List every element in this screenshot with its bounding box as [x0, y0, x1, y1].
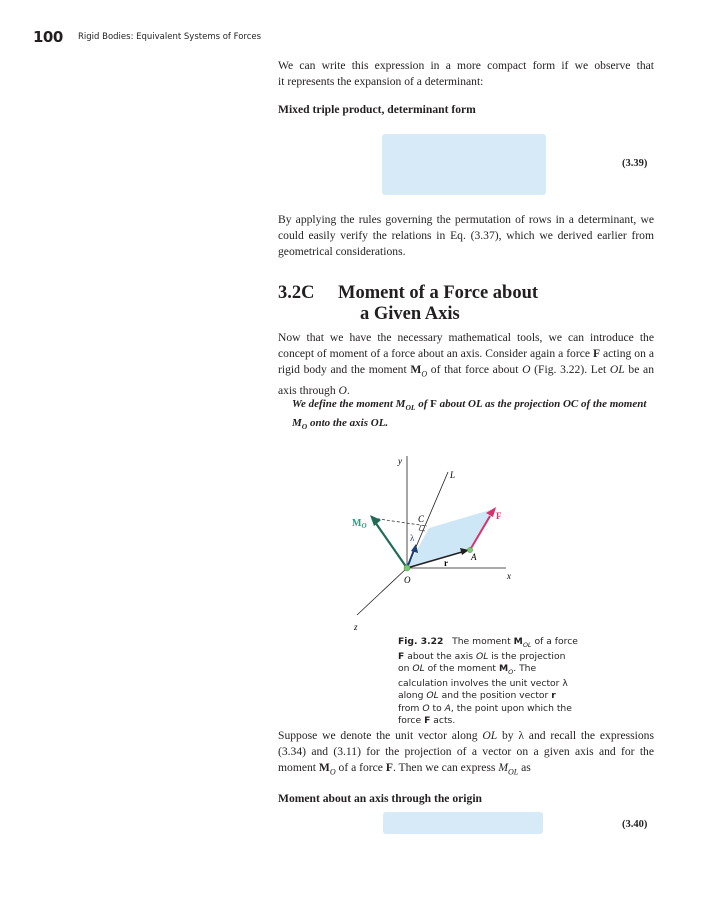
subscript-o: O [421, 369, 428, 379]
equation-box-3-39 [382, 134, 546, 195]
definition-statement [292, 397, 647, 434]
text-run: . Then we can express [392, 761, 499, 775]
text-run: Now that we have the necessary mathematical tools, we can introduce the concept of moment of a force about an axis. Consider again a force [278, 331, 654, 361]
symbol-moment: M [318, 761, 330, 775]
label-z: z [354, 622, 358, 632]
symbol-force: F [398, 651, 405, 663]
text-run: of the moment [424, 663, 499, 675]
text-run: onto the axis OL. [307, 416, 389, 429]
label-x: x [507, 571, 511, 581]
label-r: r [444, 558, 448, 568]
symbol-origin: O [422, 702, 430, 714]
text-run: acting on a rigid body and the moment [278, 347, 655, 377]
symbol-force: F [592, 347, 601, 361]
subscript-o: O [301, 421, 308, 431]
moment-arrowhead [370, 515, 381, 526]
caption-label: Fig. 3.22 [398, 636, 444, 647]
label-a: A [471, 552, 477, 562]
label-y: y [398, 456, 402, 466]
symbol-axis: OL [426, 690, 439, 702]
equation-box-3-40 [383, 812, 543, 834]
label-o: O [404, 575, 411, 585]
text-run: about OL as the projection OC of the moment M [292, 398, 647, 429]
text-run: of a force [531, 636, 578, 647]
equation-label-axis-moment: Moment about an axis through the origin [278, 792, 482, 805]
running-title: Rigid Bodies: Equivalent Systems of Forces [78, 32, 262, 42]
equation-number-3-40: (3.40) [622, 819, 648, 830]
subscript-o: O [508, 668, 514, 677]
text-run: as [518, 761, 531, 775]
text-run: acts. [430, 714, 456, 726]
origin-point [404, 565, 410, 571]
paragraph-intro-line1: We can write this expression in a more compact form if we observe that [278, 59, 654, 72]
paragraph-intro-line2: it represents the expansion of a determinant: [278, 75, 484, 89]
symbol-moment: M [498, 663, 509, 675]
symbol-origin: O [522, 363, 531, 377]
moment-vector [375, 522, 407, 568]
text-run: of [415, 398, 431, 410]
subscript-ol: OL [405, 403, 416, 413]
section-title [338, 283, 638, 325]
label-f: F [496, 511, 502, 521]
label-c: C [418, 514, 425, 524]
paragraph-unit-vector [278, 728, 654, 781]
label-mo: $M_O$ [352, 518, 367, 530]
symbol-axis: OL [609, 363, 625, 377]
label-lambda: λ [410, 533, 415, 543]
section-title-line1: Moment of a Force about [338, 283, 539, 303]
section-title-line2: a Given Axis [360, 304, 460, 324]
symbol-moment: M [513, 636, 523, 647]
text-run: We define the moment M [292, 398, 406, 410]
paragraph-permutation: By applying the rules governing the permutation of rows in a determinant, we could easily verify the relations in Eq. (3.37), which we derived earlier from geometrical considerations. [278, 213, 654, 259]
page-number: 100 [33, 28, 63, 46]
paragraph-intro [278, 58, 654, 90]
symbol-axis: OL [482, 729, 498, 742]
subscript-o: O [329, 767, 336, 777]
text-run: be an axis through [278, 363, 654, 397]
text-run: by λ and recall the expressions (3.34) and (3.11) for the projection of a vector on a given axis and for the moment [278, 729, 654, 775]
symbol-force: F [385, 761, 393, 775]
symbol-moment: M [498, 761, 509, 775]
text-run: to [429, 702, 445, 714]
text-run: from [398, 702, 423, 714]
equation-number-3-39: (3.39) [622, 158, 648, 169]
subscript-ol: OL [522, 640, 532, 649]
text-run: , the point upon which the force [398, 702, 572, 726]
equation-label-determinant: Mixed triple product, determinant form [278, 103, 476, 116]
symbol-origin: O [338, 383, 347, 397]
symbol-moment: M [410, 363, 422, 377]
figure-caption [398, 636, 578, 727]
symbol-position: r [551, 690, 556, 702]
symbol-axis: OL [475, 651, 489, 663]
figure-moment-about-axis [330, 450, 560, 635]
text-run: of that force about [427, 363, 523, 377]
paragraph-concept [278, 330, 654, 399]
text-run: is the projection on [398, 651, 566, 675]
text-run: The moment [452, 636, 514, 647]
symbol-force: F [430, 398, 437, 410]
symbol-force: F [424, 714, 431, 726]
text-run: about the axis [404, 651, 476, 663]
text-run: and the position vector [438, 690, 552, 702]
label-l: L [450, 470, 456, 480]
section-number: 3.2C [278, 283, 315, 303]
subscript-ol: OL [508, 767, 519, 777]
symbol-axis: OL [412, 663, 425, 675]
text-run: Suppose we denote the unit vector along [278, 729, 483, 742]
text-run: (Fig. 3.22). Let [530, 363, 610, 377]
text-run: . The calculation involves the unit vector λ along [398, 663, 568, 702]
z-axis [357, 568, 407, 615]
text-run: of a force [335, 761, 386, 775]
symbol-point-a: A [444, 702, 451, 714]
text-run: . [346, 383, 350, 397]
